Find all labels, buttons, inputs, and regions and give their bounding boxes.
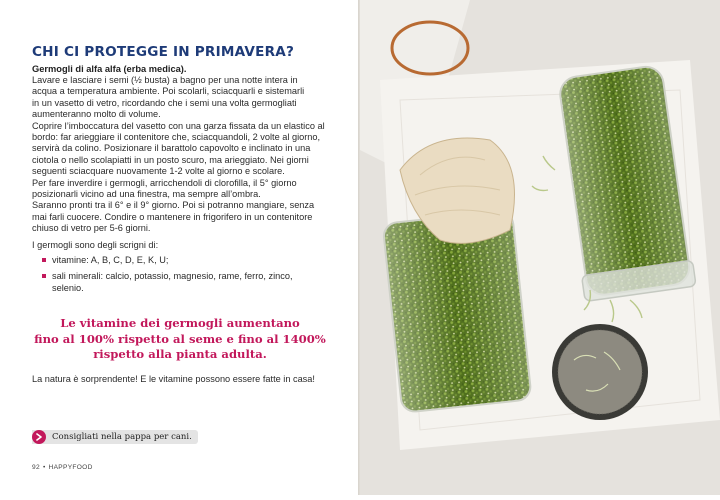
tip-box [32,430,198,444]
footer-separator: • [42,464,46,471]
quote-line: rispetto alla pianta adulta. [93,347,267,362]
highlight-quote [20,316,340,363]
list-item [42,255,302,266]
tip-text: Consigliati nella pappa per cani. [52,432,192,442]
list-item [42,271,302,294]
text-page [0,0,360,495]
arrow-right-icon [32,430,46,444]
paragraph-line: chiuso di vetro per 5-6 giorni. [32,223,151,234]
paragraph-line: servirà da colino. Posizionare il barattolo capovolto e inclinato in una [32,143,311,154]
page-number: 92 [32,464,40,471]
lid-mesh [558,330,642,414]
paragraph-line: Saranno pronti tra il 6° e il 9° giorno. Poi si potranno mangiare, senza [32,200,315,211]
square-bullet-icon [42,258,46,262]
sprouts-photo [360,0,720,495]
paragraph-line: acqua a temperatura ambiente. Poi scolarli, sciacquarli e sistemarli [32,86,305,97]
paragraph-line: Lavare e lasciare i semi (½ busta) a bagno per una notte intera in [32,75,298,85]
paragraph-line: posizionarli vicino ad una finestra, ma sempre all’ombra. [32,189,261,200]
recipe-subtitle: Germogli di alfa alfa (erba medica). [32,64,187,74]
paragraph-line: mai farli cuocere. Condire o mantenere in frigorifero in un contenitore [32,211,313,222]
quote-line: Le vitamine dei germogli aumentano [60,316,300,330]
book-name: HAPPYFOOD [48,464,93,471]
page-title: CHI CI PROTEGGE IN PRIMAVERA? [32,44,295,60]
nutrients-intro: I germogli sono degli scrigni di: [32,240,159,250]
paragraph-line: in un vasetto di vetro, ricordando che i semi una volta germogliati [32,97,297,108]
nutrients-list [42,255,302,299]
paragraph-line: aumenteranno molto di volume. [32,109,161,120]
closing-note: La natura è sorprendente! E le vitamine possono essere fatte in casa! [32,374,315,384]
recipe-instructions [32,75,330,235]
paragraph-line: ciotola o nello scolapiatti in un posto scuro, ma arieggiato. Nei giorni [32,154,309,165]
square-bullet-icon [42,274,46,278]
paragraph-line: bordo: far arieggiare il contenitore che, sciacquandoli, 2 volte al giorno, [32,132,321,143]
paragraph-line: Coprire l’imboccatura del vasetto con una garza fissata da un elastico al [32,120,325,131]
paragraph-line: Per fare inverdire i germogli, arricchendoli di clorofilla, il 5° giorno [32,177,297,188]
quote-line: fino al 100% rispetto al seme e fino al 1400% [34,331,326,346]
photo-illustration [360,0,720,495]
paragraph-line: seguenti sciacquare nuovamente 1-2 volte al giorno e scolare. [32,166,285,177]
page-footer [32,464,93,471]
list-item-text: vitamine: A, B, C, D, E, K, U; [52,255,169,265]
list-item-text: sali minerali: calcio, potassio, magnesio, rame, ferro, zinco, selenio. [52,271,293,293]
